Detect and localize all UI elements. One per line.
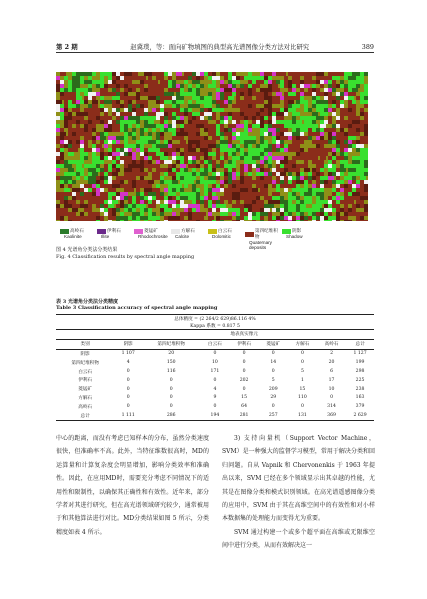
table-cell: 379 (355, 404, 365, 410)
classification-map (56, 72, 368, 221)
table-cell: 199 (355, 360, 365, 366)
header-rule (56, 52, 374, 53)
table-cell: 163 (355, 395, 365, 401)
legend-label-zh: 菱锰矿 (144, 229, 158, 234)
table-row (56, 411, 374, 420)
kappa-coefficient: Kappa 系数 = 0.817 5 (190, 323, 240, 329)
table-cell: 257 (259, 411, 288, 420)
row-label: 总计 (56, 411, 114, 420)
table-cell: 110 (298, 395, 307, 401)
table-cell: 20 (328, 360, 335, 366)
table-cell: 116 (166, 369, 176, 375)
table-cell: 0 (330, 395, 334, 401)
table-caption-zh: 表 3 光谱角分类法分类精度 (56, 299, 118, 305)
table-cell: 0 (213, 404, 217, 410)
table-cell: 1 (300, 377, 304, 383)
column-header: 第四纪堆积物 (142, 339, 200, 349)
table-cell: 0 (169, 386, 173, 392)
table-cell: 131 (288, 411, 317, 420)
body-paragraph: SVM 通过构建一个或多个超平面在高维或无限维空间中进行分类，从而有效解决这一 (222, 528, 375, 550)
table-cell: 17 (328, 377, 335, 383)
column-header: 方解石 (288, 339, 317, 349)
table-cell: 171 (210, 369, 220, 375)
column-header: 伊利石 (230, 339, 259, 349)
legend-label-zh: 阴影 (292, 229, 302, 234)
legend-swatch (60, 229, 69, 234)
table-cell: 1 127 (346, 349, 374, 358)
table-cell: 20 (142, 349, 200, 358)
table-row (56, 385, 374, 394)
table-cell: 0 (126, 404, 130, 410)
table-row (56, 349, 374, 358)
table-cell: 0 (242, 369, 246, 375)
table-cell: 5 (271, 377, 275, 383)
running-header (56, 37, 374, 51)
body-column-right (222, 432, 375, 553)
legend-label-en: Quaternary deposits (249, 240, 272, 250)
column-header: 总计 (346, 339, 374, 349)
table-row (56, 402, 374, 411)
table-row (56, 394, 374, 403)
table-cell: 1 107 (114, 349, 142, 358)
row-label: 第四纪堆积物 (71, 360, 99, 366)
legend-swatch (134, 229, 143, 234)
row-label: 菱锰矿 (78, 387, 93, 393)
accuracy-table (56, 314, 374, 421)
table-cell: 1 111 (114, 411, 142, 420)
legend-item (208, 228, 245, 250)
legend-label-en: Illite (101, 234, 110, 239)
legend-label-zh: 第四纪堆积物 (254, 229, 278, 240)
column-header: 高岭石 (317, 339, 346, 349)
table-cell: 0 (288, 349, 317, 358)
overall-accuracy: 总体精度 = (2 264/2 629)86.116 4% (56, 315, 374, 323)
legend-label-zh: 伊利石 (107, 229, 121, 234)
row-label: 阴影 (56, 349, 114, 358)
legend-label-en: Rhodochrosite (138, 234, 168, 239)
running-title: 赵冀璞，等：面向矿物填图的典型高光谱图像分类方法对比研究 (130, 43, 310, 51)
issue-number: 第 2 期 (56, 43, 78, 51)
table-cell: 0 (169, 377, 173, 383)
table-cell: 15 (241, 395, 248, 401)
table-cell: 0 (259, 349, 288, 358)
legend-item (134, 228, 171, 250)
legend-item (282, 228, 319, 250)
table-cell: 281 (230, 411, 259, 420)
legend-label-en: Kaolinite (64, 234, 82, 239)
table-cell: 0 (126, 369, 130, 375)
table-cell: 0 (213, 377, 217, 383)
table-cell: 4 (126, 360, 130, 366)
page-number: 389 (361, 43, 374, 51)
table-cell: 10 (212, 360, 218, 366)
table-row (56, 367, 374, 376)
table-cell: 238 (355, 386, 365, 392)
table-cell: 0 (169, 404, 173, 410)
ground-truth-header: 地表真实像元 (114, 330, 374, 340)
table-cell: 369 (317, 411, 346, 420)
table-cell: 0 (126, 386, 130, 392)
table-cell: 0 (126, 395, 130, 401)
table-row (56, 376, 374, 385)
table-cell: 2 629 (346, 411, 374, 420)
table-cell: 0 (300, 404, 304, 410)
table-cell: 29 (270, 395, 277, 401)
table-cell: 9 (213, 395, 217, 401)
row-header: 类别 (56, 339, 114, 349)
legend-label-zh: 高岭石 (70, 229, 84, 234)
table-cell: 298 (355, 369, 365, 375)
table-cell: 2 (317, 349, 346, 358)
legend-label-zh: 方解石 (181, 229, 195, 234)
row-label: 伊利石 (78, 378, 93, 384)
table-cell: 0 (300, 360, 304, 366)
figure-caption-en: Fig. 4 Classification results by spectral angle mapping (56, 254, 195, 260)
table-cell: 150 (166, 360, 176, 366)
legend-swatch (282, 229, 291, 234)
legend-label-en: Shadow (286, 234, 303, 239)
legend-label-zh: 白云石 (218, 229, 232, 234)
table-row (56, 358, 374, 367)
legend-swatch (97, 229, 106, 234)
legend-label-en: Dolomitic (212, 234, 231, 239)
table-caption-en: Table 3 Classification accuracy of spectral angle mapping (56, 305, 218, 311)
row-label: 白云石 (78, 369, 93, 375)
table-cell: 0 (271, 404, 275, 410)
body-paragraph: 中心的距离，而没有考虑已知样本的分布，虽然分类速度很快，但准确率不高。此外，当特征维数很高时，MD的运算量和计算复杂度会明显增加，影响分类效率和准确性。因此，在应用MD时，需要充分考虑不同情况下的适用性和限制性，以确保其正确性和有效性。近年来，部分学者对其进行研究，但在高光谱领域研究较少，通常被用于和其他算法进行对比。MD分类结果如图 5 所示，分类精度如表 4 所示。 (56, 435, 209, 536)
legend-item (171, 228, 208, 250)
figure-caption-zh: 图 4 光谱角分类法分类结果 (56, 247, 118, 253)
table-cell: 286 (142, 411, 200, 420)
legend-swatch (208, 229, 217, 234)
column-header: 白云石 (200, 339, 229, 349)
legend-swatch (245, 232, 254, 237)
table-cell: 0 (242, 360, 246, 366)
table-cell: 209 (268, 386, 278, 392)
table-cell: 0 (169, 395, 173, 401)
legend-swatch (171, 229, 180, 234)
table-cell: 5 (300, 369, 304, 375)
table-cell: 64 (241, 404, 248, 410)
table-cell: 314 (327, 404, 336, 410)
column-header: 菱锰矿 (259, 339, 288, 349)
table-cell: 194 (200, 411, 229, 420)
table-cell: 6 (330, 369, 334, 375)
row-label: 方解石 (78, 395, 93, 401)
legend-label-en: Calcite (175, 234, 190, 239)
table-cell: 0 (200, 349, 229, 358)
table-cell: 0 (271, 369, 275, 375)
body-column-left (56, 432, 209, 539)
row-label: 高岭石 (78, 404, 93, 410)
table-cell: 225 (355, 377, 365, 383)
table-cell: 10 (328, 386, 335, 392)
table-cell: 0 (126, 377, 130, 383)
table-cell: 0 (230, 349, 259, 358)
legend-item (245, 228, 282, 250)
table-cell: 202 (239, 377, 249, 383)
table-cell: 15 (299, 386, 306, 392)
column-header: 阴影 (114, 339, 142, 349)
body-paragraph: 3) 支持向量机（Support Vector Machine，SVM）是一种强大的监督学习模型，常用于解决分类和回归问题。自从 Vapnik 和 Chervonenkis 于 1963 年提出以来，SVM 已经在多个领域显示出其卓越的性能，尤其是在图像分类和模式识别领域。在高光谱遥感图像分类的应用中，SVM 由于其在高维空间中的有效性和对小样本数据集的处理能力而变得尤为重要。 (222, 435, 375, 523)
table-cell: 4 (213, 386, 217, 392)
table-cell: 14 (270, 360, 277, 366)
table-cell: 0 (242, 386, 246, 392)
